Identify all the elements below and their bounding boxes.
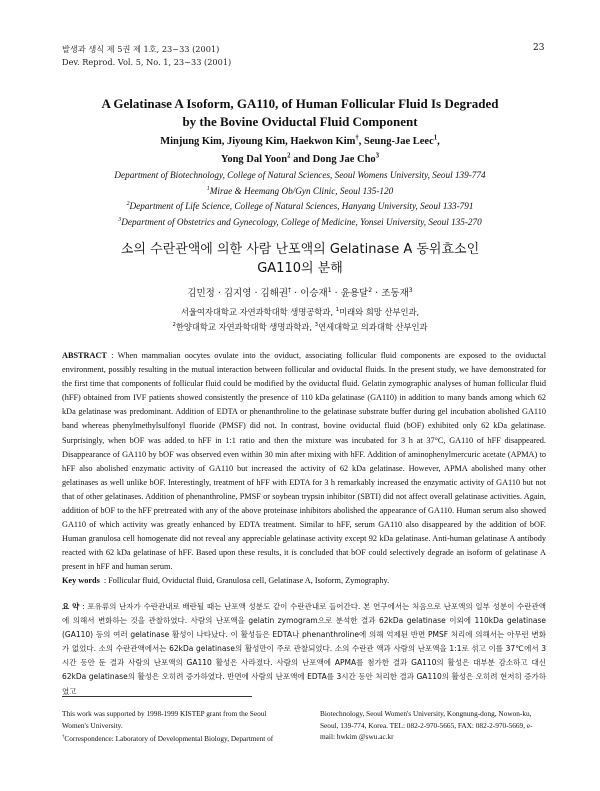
- author-names: Yong Dal Yoon: [220, 154, 288, 165]
- author-names: , Seung-Jae Leec: [358, 136, 434, 147]
- korean-abstract-text: : 포유류의 난자가 수란관내로 배란될 때는 난포액 성분도 같이 수란관내로 들어간다. 본 연구에서는 처음으로 난포액의 일부 성분이 수란관액에 의해서 변화하는 것을 관찰하였다. 사람의 난포액을 gelatin zymogram으로 분석한 결과 62kDa gelatinase 이외에 110kDa gelatinase (GA110) 등의 여러 gelatinase 활성이 나타났다. 이 활성들은 EDTA나 phenanthroline에 의해 억제된 반면 PMSF 처리에 의해서는 아무런 변화가 없었다. 소의 수란관액에서는 62kDa gelatinase의 활성만이 주로 관찰되었다. 소의 수란관 액과 사람의 난포액을 1:1로 섞고 이를 37℃에서 3시간 동안 둔 결과 사람의 난포액의 GA110 활성은 사라졌다. 사람의 난포액에 APMA를 첨가한 결과 GA110의 활성은 대부분 감소하고 대신 62kDa gelatinase의 활성은 오히려 증가하였다. 반면에 사람의 난포액에 EDTA를 3시간 동안 처리한 결과 GA110의 활성은 오히려 현저히 증가하였고: [62, 602, 546, 696]
- funding-footnote: This work was supported by 1998-1999 KISTEP grant from the Seoul Women's University.: [62, 709, 267, 730]
- keywords: [62, 576, 546, 585]
- affiliation-2: [40, 199, 560, 215]
- korean-title: [40, 240, 560, 278]
- author-names: Minjung Kim, Jiyoung Kim, Haekwon Kim: [160, 136, 356, 147]
- journal-citation-english: Dev. Reprod. Vol. 5, No. 1, 23~33 (2001): [62, 57, 232, 67]
- author-names: and Dong Jae Cho: [290, 154, 376, 165]
- author-list: [40, 133, 560, 169]
- affiliation-mark: 2: [172, 322, 176, 329]
- page-number: 23: [533, 43, 545, 53]
- korean-affiliation-line1: [40, 305, 560, 320]
- footnote-mark: †: [62, 734, 65, 740]
- affiliation-mark: 3: [314, 322, 319, 329]
- paper-title-line2: by the Bovine Oviductal Fluid Component: [182, 114, 418, 129]
- korean-title-line1: 소의 수란관액에 의한 사람 난포액의 Gelatinase A 동위효소인: [120, 242, 480, 257]
- abstract-text: : When mammalian oocytes ovulate into the oviduct, associating follicular fluid components are exposed to the oviductal environment, possibly resulting in the mutual interaction between follicular and oviductal fluids. In the present study, we have demonstrated for the first time that components of follicular fluid could be modified by the oviductal fluid. Gelatin zymographic analyses of human follicular fluid (hFF) obtained from IVF patients showed consistently the presence of 110 kDa gelatinase (GA110) in addition to many bands among which 62 kDa gelatinase was predominant. Addition of EDTA or phenanthroline to the gelatinase substrate buffer during gel incubation abolished GA110 band whereas phenylmethylsulfonyl fluoride (PMSF) did not. In contrast, bovine oviductal fluid (bOF) exhibited only 62 kDa gelatinase. Surprisingly, when bOF was added to hFF in 1:1 ratio and then the mixture was incubated for 3 h at 37°C, GA110 of hFF disappeared. Disappearance of GA110 by bOF was observed even within 30 min after mixing with hFF. Addition of aminophenylmercuric acetate (APMA) to hFF also abolished enzymatic activity of GA110 but increased the activity of 62 kDa gelatinase. However, APMA abolished many other gelatinases as well unlike bOF. Interestingly, treatment of hFF with EDTA for 3 h remarkably increased the enzymatic activity of GA110 but not that of other gelatinases. Addition of phenanthroline, PMSF or soybean trypsin inhibitor (SBTI) did not affect overall gelatinase activities. Again, addition of bOF to the hFF pretreated with any of the above proteinase inhibitors abolished the appearance of GA110. Human serum also showed GA110 of which activity was greatly enhanced by EDTA treatment. Similar to hFF, serum GA110 also disappeared by the addition of bOF. Human granulosa cell homogenate did not reveal any appreciable gelatinase activity except 92 kDa gelatinase. Anti-human gelatinase A antibody reacted with 62 kDa gelatinase of hFF. Based upon these results, it is concluded that bOF could selectively degrade an isoform of gelatinase A present in hFF and human serum.: [62, 351, 547, 572]
- affiliations: [40, 168, 560, 230]
- footnote-divider: [62, 696, 252, 697]
- author-mark: †: [288, 286, 292, 294]
- paper-title-line1: A Gelatinase A Isoform, GA110, of Human Follicular Fluid Is Degraded: [101, 96, 499, 111]
- korean-affiliation-text: 미래와 희망 산부인과,: [339, 307, 420, 317]
- affiliation-text: Department of Obstetrics and Gynecology, College of Medicine, Yonsei University, Seoul 135-270: [121, 216, 482, 227]
- abstract: [62, 349, 546, 575]
- author-line1: [40, 133, 560, 151]
- korean-author-names: 김민정 · 김지영 · 김해권: [187, 288, 289, 299]
- journal-citation: [62, 43, 231, 69]
- author-mark: 1: [327, 286, 332, 294]
- author-mark: 2: [368, 286, 373, 294]
- korean-affiliation-text: 서울여자대학교 자연과학대학 생명공학과,: [180, 307, 336, 317]
- korean-author-names: · 이승재: [291, 288, 328, 299]
- keywords-text: : Follicular fluid, Oviductal fluid, Granulosa cell, Gelatinase A, Isoform, Zymography.: [103, 576, 390, 585]
- affiliation-text: Mirae & Heemang Ob/Gyn Clinic, Seoul 135-120: [209, 185, 394, 196]
- korean-affiliations: [40, 305, 560, 335]
- correspondence-footnote: [62, 733, 282, 745]
- affiliation-mark: 2: [126, 200, 130, 207]
- paper-title: [40, 95, 560, 131]
- korean-affiliation-text: 한양대학교 자연과학대학 생명과학과,: [175, 322, 315, 332]
- korean-author-names: · 윤용달: [331, 288, 369, 299]
- author-mark: 2: [287, 152, 291, 160]
- korean-abstract-label: 요 약: [62, 602, 80, 611]
- korean-author-list: [40, 285, 560, 299]
- affiliation-mark: 1: [206, 185, 210, 192]
- author-mark: 1: [433, 134, 438, 142]
- footnotes-right: [320, 708, 546, 745]
- keywords-label: Key words: [62, 576, 100, 585]
- korean-affiliation-line2: [40, 320, 560, 335]
- author-line2: [40, 151, 560, 169]
- affiliation-0: Department of Biotechnology, College of Natural Sciences, Seoul Womens University, Seoul 139-774: [114, 170, 486, 180]
- author-mark: 3: [408, 286, 413, 294]
- korean-affiliation-text: 연세대학교 의과대학 산부인과: [318, 322, 428, 332]
- correspondence-text: Correspondence: Laboratory of Developmental Biology, Department of: [64, 734, 274, 743]
- korean-abstract: [62, 600, 546, 699]
- korean-title-line2: GA110의 분해: [257, 261, 343, 276]
- author-punct: ,: [437, 136, 440, 147]
- korean-author-names: · 조동재: [372, 288, 409, 299]
- journal-citation-korean: 발생과 생식 제 5권 제 1호, 23~33 (2001): [62, 44, 220, 54]
- affiliation-mark: 3: [118, 216, 122, 223]
- affiliation-mark: 1: [335, 307, 340, 314]
- footnotes-left: [62, 708, 282, 747]
- correspondence-address: Biotechnology, Seoul Women's University, Kongnung-dong, Nowon-ku, Seoul, 139-774, Korea. TEL: 082-2-970-5665, FAX: 082-2-970-5669, e-mail: hwkim @swu.ac.kr: [320, 709, 533, 741]
- author-mark: †: [355, 134, 359, 142]
- affiliation-1: [40, 184, 560, 200]
- author-mark: 3: [375, 152, 380, 160]
- abstract-label: ABSTRACT: [62, 351, 107, 360]
- affiliation-3: [40, 215, 560, 231]
- affiliation-text: Department of Life Science, College of Natural Sciences, Hanyang University, Seoul 133-791: [129, 201, 474, 211]
